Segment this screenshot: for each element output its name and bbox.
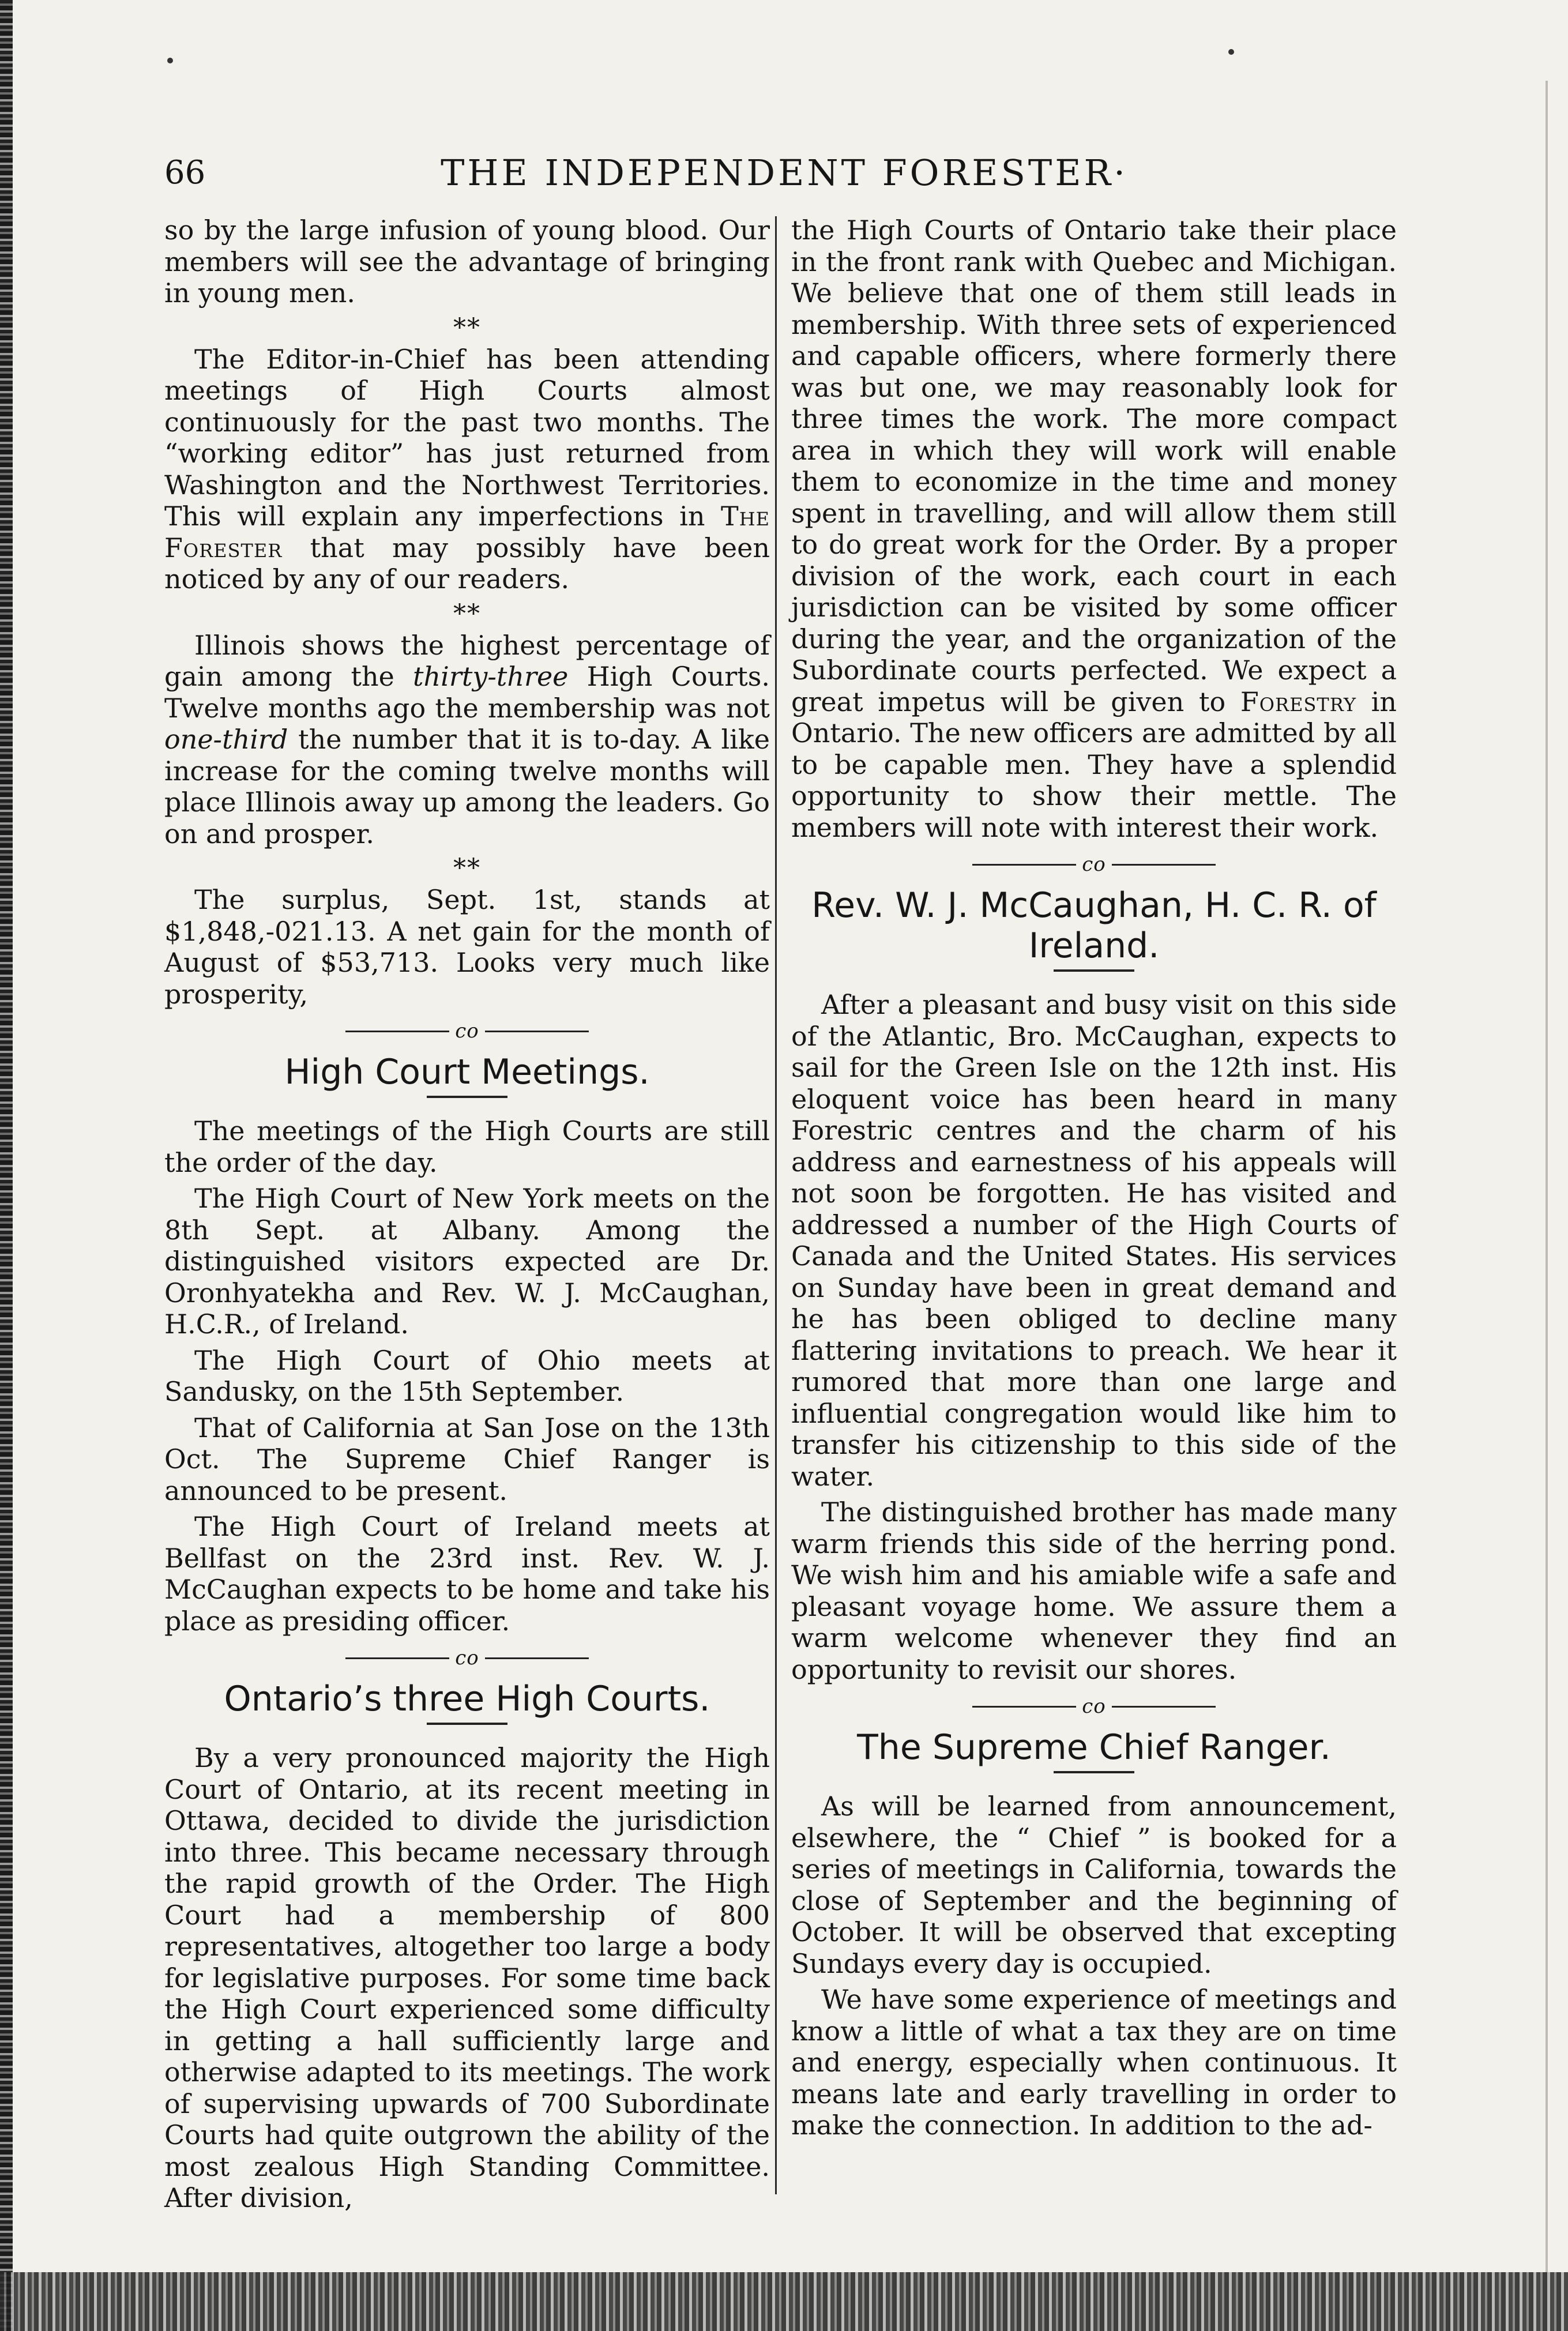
- section-heading: High Court Meetings.: [284, 1052, 650, 1092]
- paragraph: Illinois shows the highest percentage of gain among the thirty-three High Courts. Twelve months ago the membership was not one-third the number that it is to-day. A like increase for the coming twelve months will place Illinois away up among the leaders. Go on and prosper.: [164, 629, 770, 849]
- journal-name: Forestry: [1240, 686, 1356, 717]
- binding-edge: [0, 0, 13, 2331]
- page-header: [164, 147, 1404, 205]
- paragraph: The surplus, Sept. 1st, stands at $1,848,-021.13. A net gain for the month of August of $53,713. Looks very much like prosperity,: [164, 884, 770, 1010]
- heading-rule: [427, 1096, 507, 1098]
- section-ornament: co: [791, 1693, 1397, 1718]
- section-stars: **: [453, 313, 481, 343]
- paragraph: The meetings of the High Courts are still the order of the day.: [164, 1115, 770, 1178]
- section-heading: Ontario’s three High Courts.: [224, 1679, 710, 1719]
- section-ornament: co: [164, 1018, 770, 1043]
- journal-name: The Forester: [164, 501, 770, 563]
- right-column: [791, 215, 1397, 2146]
- scan-speck: [167, 58, 173, 63]
- paragraph: We have some experience of meetings and know a little of what a tax they are on time and energy, especially when continuous. It means late and early travelling in order to make the connection. In addition to the ad-: [791, 1984, 1397, 2141]
- paragraph: The distinguished brother has made many warm friends this side of the herring pond. We wish him and his amiable wife a safe and pleasant voyage home. We assure them a warm welcome whenever they find an opportunity to revisit our shores.: [791, 1497, 1397, 1685]
- section-stars: **: [453, 854, 481, 883]
- column-divider: [775, 216, 777, 2194]
- paragraph: As will be learned from announcement, elsewhere, the “ Chief ” is booked for a series of meetings in California, towards the close of September and the beginning of October. It will be observed that excepting Sundays every day is occupied.: [791, 1791, 1397, 1979]
- section-ornament: co: [791, 851, 1397, 876]
- left-column: [164, 215, 770, 2219]
- section-stars: **: [453, 599, 481, 629]
- page-edge-shadow: [1546, 81, 1548, 2272]
- bottom-scan-edge: [0, 2272, 1568, 2331]
- paragraph: the High Courts of Ontario take their place in the front rank with Quebec and Michigan. We believe that one of them still leads in membership. With three sets of experienced and capable officers, where formerly there was but one, we may reasonably look for three times the work. The more compact area in which they will work will enable them to economize in the time and money spent in travelling, and will allow them still to do great work for the Order. By a proper division of the work, each court in each jurisdiction can be visited by some officer during the year, and the organization of the Subordinate courts perfected. We expect a great impetus will be given to Forestry in Ontario. The new officers are admitted by all to be capable men. They have a splendid opportunity to show their mettle. The members will note with interest their work.: [791, 215, 1397, 843]
- section-ornament: co: [164, 1645, 770, 1670]
- paragraph: By a very pronounced majority the High Court of Ontario, at its recent meeting in Ottawa, decided to divide the jurisdiction into three. This became necessary through the rapid growth of the Order. The High Court had a membership of 800 representatives, altogether too large a body for legislative purposes. For some time back the High Court experienced some difficulty in getting a hall sufficiently large and otherwise adapted to its meetings. The work of supervising upwards of 700 Subordinate Courts had quite outgrown the ability of the most zealous High Standing Committee. After division,: [164, 1742, 770, 2213]
- section-heading: The Supreme Chief Ranger.: [857, 1727, 1331, 1768]
- heading-rule: [427, 1723, 507, 1725]
- paragraph: The High Court of Ohio meets at Sandusky, on the 15th September.: [164, 1344, 770, 1407]
- heading-rule: [1054, 1771, 1134, 1773]
- section-heading: Rev. W. J. McCaughan, H. C. R. of Ireland.: [811, 885, 1377, 966]
- paragraph: The High Court of Ireland meets at Bellfast on the 23rd inst. Rev. W. J. McCaughan expects to be home and take his place as presiding officer.: [164, 1511, 770, 1637]
- paragraph: The Editor-in-Chief has been attending meetings of High Courts almost continuously for the past two months. The “working editor” has just returned from Washington and the Northwest Territories. This will explain any imperfections in The Forester that may possibly have been noticed by any of our readers.: [164, 343, 770, 595]
- paragraph: so by the large infusion of young blood. Our members will see the advantage of bringing in young men.: [164, 215, 770, 309]
- paragraph: After a pleasant and busy visit on this side of the Atlantic, Bro. McCaughan, expects to sail for the Green Isle on the 12th inst. His eloquent voice has been heard in many Forestric centres and the charm of his address and earnestness of his appeals will not soon be forgotten. He has visited and addressed a number of the High Courts of Canada and the United States. His services on Sunday have been in great demand and he has been obliged to decline many flattering invitations to preach. We hear it rumored that more than one large and influential congregation would like him to transfer his citizenship to this side of the water.: [791, 989, 1397, 1492]
- page-number: 66: [164, 154, 206, 191]
- heading-rule: [1054, 969, 1134, 972]
- paragraph: That of California at San Jose on the 13th Oct. The Supreme Chief Ranger is announced to be present.: [164, 1412, 770, 1506]
- paragraph: The High Court of New York meets on the 8th Sept. at Albany. Among the distinguished visitors expected are Dr. Oronhyatekha and Rev. W. J. McCaughan, H.C.R., of Ireland.: [164, 1183, 770, 1340]
- scan-speck: [1228, 49, 1234, 55]
- running-title: THE INDEPENDENT FORESTER·: [441, 152, 1128, 194]
